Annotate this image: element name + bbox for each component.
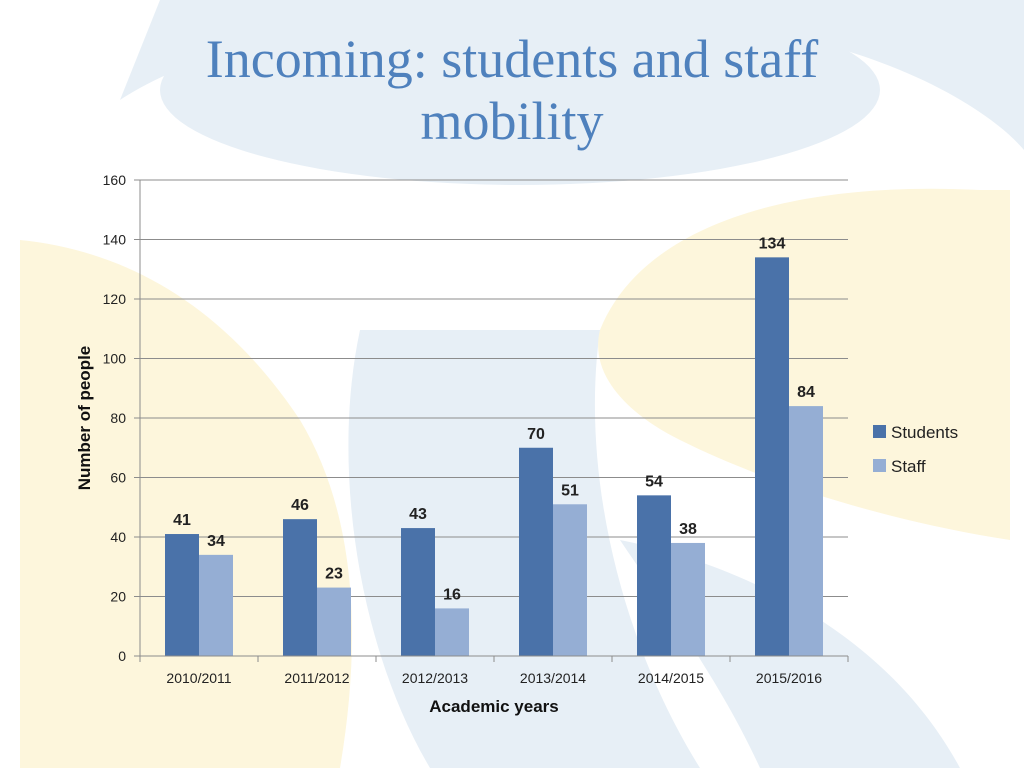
x-axis-title: Academic years <box>429 697 559 716</box>
gridlines <box>140 180 848 597</box>
y-tick-label: 120 <box>102 291 126 307</box>
data-label: 54 <box>645 473 663 491</box>
x-tick-label: 2010/2011 <box>166 670 232 686</box>
x-tick-label: 2013/2014 <box>519 670 587 686</box>
y-tick-label: 160 <box>102 172 126 188</box>
legend-label-students: Students <box>891 423 959 442</box>
data-label: 134 <box>758 235 786 253</box>
y-tick-label: 60 <box>110 469 126 486</box>
data-label: 38 <box>679 520 697 538</box>
y-tick-label: 100 <box>102 350 126 367</box>
legend-swatch-students <box>873 425 886 438</box>
bar-staff <box>317 588 351 656</box>
slide-title-line-2: mobility <box>420 91 604 151</box>
data-label: 70 <box>527 425 545 443</box>
y-axis-ticks <box>103 172 140 664</box>
bar-students <box>637 495 671 656</box>
legend <box>873 423 958 476</box>
data-label: 41 <box>173 512 191 530</box>
data-label: 46 <box>291 497 309 515</box>
data-label: 51 <box>561 482 579 500</box>
bar-students <box>401 528 435 656</box>
y-tick-label: 20 <box>110 588 126 605</box>
data-label: 84 <box>797 384 815 402</box>
data-label: 16 <box>443 586 461 604</box>
bar-staff <box>789 406 823 656</box>
x-tick-label: 2014/2015 <box>637 670 705 686</box>
x-axis <box>140 180 848 686</box>
bar-staff <box>435 608 469 656</box>
bar-students <box>519 448 553 656</box>
data-labels <box>173 235 815 603</box>
data-label: 34 <box>207 532 225 550</box>
bar-staff <box>671 543 705 656</box>
data-label: 43 <box>409 506 427 524</box>
bar-students <box>283 519 317 656</box>
bar-staff <box>199 555 233 656</box>
bar-students <box>755 257 789 656</box>
y-axis-title: Number of people <box>75 345 94 491</box>
y-tick-label: 80 <box>110 410 126 426</box>
bar-staff <box>553 504 587 656</box>
y-tick-label: 140 <box>102 231 126 248</box>
legend-label-staff: Staff <box>891 457 926 476</box>
x-tick-label: 2012/2013 <box>401 670 469 686</box>
y-tick-label: 40 <box>110 529 126 545</box>
bar-students <box>165 534 199 656</box>
data-label: 23 <box>325 565 343 583</box>
x-tick-label: 2015/2016 <box>755 670 823 686</box>
slide-title-line-1: Incoming: students and staff <box>205 29 819 89</box>
x-tick-label: 2011/2012 <box>284 670 350 686</box>
y-tick-label: 0 <box>118 648 126 664</box>
legend-swatch-staff <box>873 459 886 472</box>
